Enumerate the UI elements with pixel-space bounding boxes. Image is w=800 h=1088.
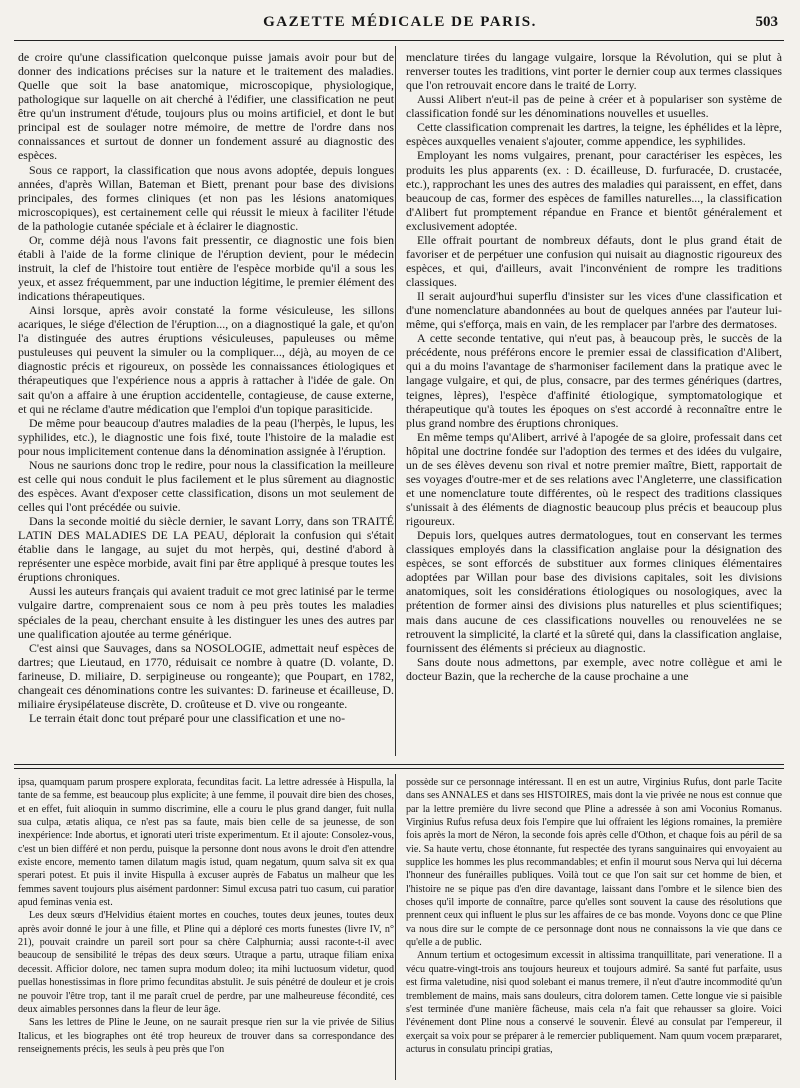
- upper-left-column: [18, 50, 394, 725]
- paragraph: Annum tertium et octogesimum excessit in altissima tranquillitate, pari veneratione. Il a vécu quatre-vingt-trois ans toujours heureux et toujours admiré. Sa santé fut parfaite, usus est firma valetudine, nisi quod solebant ei manus tremere, il n'eut d'autre incommodité qu'un tremblement de mains, mais sans douleurs, citra dolorem tamen. Cette longue vie si paisible s'est terminée d'une manière fâcheuse, mais cela n'a fait que rehausser sa gloire. Voici l'événement dont Pline nous a conservé le souvenir. Élevé au consulat par l'empereur, il exerçait sa voix pour se préparer à le remercier publiquement. Nam quum vocem præpararet, acturus in consulatu principi gratias,: [406, 950, 782, 1055]
- paragraph: Elle offrait pourtant de nombreux défauts, dont le plus grand était de favoriser et de perpétuer une confusion qui nuisait au diagnostic rigoureux des espèces, et qui, d'ailleurs, avait l'inconvénient de rompre les traditions classiques.: [406, 232, 782, 289]
- section-rule: [14, 764, 784, 765]
- paragraph: Aussi les auteurs français qui avaient traduit ce mot grec latinisé par le terme vulgaire dartre, comprenaient sous ce nom à peu près toutes les maladies spéciales de la peau, cherchant ensuite à les distinguer les unes des autres par une qualification ajoutée au terme générique.: [18, 584, 394, 641]
- paragraph: de croire qu'une classification quelconque puisse jamais avoir pour but de donner des indications précises sur la nature et le traitement des maladies. Quelle que soit la base anatomique, microscopique, physiologique, pathologique sur laquelle on ait cherché à l'édifier, une classification ne peut être qu'un instrument d'étude, toujours plus ou moins artificiel, et dont le but principal est de soulager notre mémoire, de mettre de l'ordre dans nos connaissances et surtout de donner un fondement assuré au diagnostic des espèces.: [18, 50, 394, 163]
- paragraph: Les deux sœurs d'Helvidius étaient mortes en couches, toutes deux jeunes, toutes deux après avoir donné le jour à une fille, et Pline qui a déploré ces morts funestes (livre IV, n° 21), pouvait craindre un pareil sort pour sa chère Calphurnia; aussi raconte-t-il avec beaucoup de sensibilité le trépas des deux sœurs. Utraque a partu, utraque filiam enixa decessit. Afficior dolore, nec tamen supra modum doleo; ita mihi luctuosum videtur, quod puellas honestissimas in flore primo fecunditas abstulit. Je suis pénétré de douleur et je crois ne pouvoir l'être trop, tant il me paraît cruel de perdre, par une malheureuse fécondité, ces deux aimables personnes dans la fleur de leur âge.: [18, 910, 394, 1015]
- paragraph: En même temps qu'Alibert, arrivé à l'apogée de sa gloire, professait dans cet hôpital une doctrine fondée sur l'adoption des termes et des idées du vulgaire, un de ses élèves devenu son rival et notre premier maître, Biett, rapportait de ses voyages d'outre-mer et de ses relations avec l'Angleterre, une classification et une nomenclature toute différentes, où le respect des traditions classiques s'unissait à des éléments de diagnostic beaucoup plus précis et beaucoup plus rigoureux.: [406, 429, 782, 529]
- paragraph: Ainsi lorsque, après avoir constaté la forme vésiculeuse, les sillons acariques, le siége d'élection de l'éruption..., on a diagnostiqué la gale, et qu'on l'a distinguée des autres éruptions vésiculeuses, papuleuses ou même pustuleuses qui peuvent la simuler ou la compliquer..., déjà, au moyen de ce diagnostic précis et rigoureux, on possède les connaissances étiologiques et thérapeutiques que l'expérience nous a appris à rattacher à l'idée de gale. On sait qu'on a affaire à une éruption accidentelle, contagieuse, de cause externe, et qui ne réclame d'autre médication que l'emploi d'un topique parasiticide.: [18, 303, 394, 416]
- paragraph: Aussi Alibert n'eut-il pas de peine à créer et à populariser son système de classification fondé sur les dénominations nouvelles et usuelles.: [406, 92, 782, 121]
- paragraph: Il serait aujourd'hui superflu d'insister sur les vices d'une classification et d'une nomenclature abandonnées au bout de quelques années par l'auteur lui-même, qui s'efforça, mais en vain, de les remplacer par l'arbre des dermatoses.: [406, 289, 782, 332]
- paragraph: Depuis lors, quelques autres dermatologues, tout en conservant les termes classiques employés dans la classification anglaise pour la désignation des espèces, se sont efforcés de substituer aux formes cliniques élémentaires adoptées par Willan pour base des divisions capitales, soit les divisions anatomiques, soit les considérations étiologiques ou nosologiques, avec la prétention de former ainsi des divisions plus naturelles et plus scientifiques; mais dans aucune de ces classifications nouvelles ou renouvelées ne se retrouvent la simplicité, la clarté et la sûreté qui, dans la classification anglaise, fournissent des éléments si précieux au diagnostic.: [406, 528, 782, 655]
- paragraph: Dans la seconde moitié du siècle dernier, le savant Lorry, dans son TRAITÉ LATIN DES MALADIES DE LA PEAU, déplorait la confusion qui s'était établie dans le langage, au sujet du mot herpès, qui, destiné d'abord à représenter une espèce morbide, avait fini par être appliqué à presque toutes les éruptions chroniques.: [18, 514, 394, 585]
- upper-right-column: [406, 50, 782, 683]
- paragraph: Nous ne saurions donc trop le redire, pour nous la classification la meilleure est celle qui nous conduit le plus facilement et le plus sûrement au diagnostic des espèces. Avant d'exposer cette classification, disons un mot seulement de celles qui l'ont précédée ou suivie.: [18, 457, 394, 514]
- paragraph: possède sur ce personnage intéressant. Il en est un autre, Virginius Rufus, dont parle Tacite dans ses ANNALES et dans ses HISTOIRES, mais dont la vie privée ne nous est connue que par la lettre première du livre second que Pline a adressée à son ami Voconius Romanus. Virginius Rufus refusa deux fois l'empire que lui offraient les légions romaines, la première fois après la mort de Néron, la seconde fois après celle d'Othon, et chaque fois au péril de sa vie. Sa haute vertu, chose étonnante, fut respectée des tyrans sanguinaires qui envoyaient au supplice les hommes les plus recommandables; et enfin il mourut sous Nerva qui lui décerna l'honneur des funérailles publiques. Voilà tout ce que l'on sait sur cet homme de bien, et l'histoire ne se pique pas d'en dire davantage, laissant dans l'ombre et le silence bien des choses qu'il importe de connaître, parce qu'elles sont souvent la cause des résolutions que prennent ceux qui influent le plus sur les affaires de ce bas monde. Voyons donc ce que Pline va nous dire sur le compte de ce personnage dont nous ne connaissons la vie que dans ce qu'elle a de public.: [406, 777, 782, 949]
- paragraph: Sous ce rapport, la classification que nous avons adoptée, depuis longues années, d'après Willan, Bateman et Biett, prenant pour base des divisions principales, des formes cliniques (et non pas les lésions anatomiques microscopiques), est certainement celle qui réussit le mieux à faciliter l'étude de la pathologie cutanée spéciale et à éclairer le diagnostic.: [18, 162, 394, 233]
- header-rule: [14, 40, 784, 41]
- journal-title: GAZETTE MÉDICALE DE PARIS.: [263, 14, 537, 30]
- paragraph: menclature tirées du langage vulgaire, lorsque la Révolution, qui se plut à renverser toutes les traditions, vint porter le dernier coup aux termes classiques que l'on retrouvait encore dans le traité de Lorry.: [406, 50, 782, 93]
- paragraph: A cette seconde tentative, qui n'eut pas, à beaucoup près, le succès de la précédente, nous préférons encore le premier essai de classification d'Alibert, qui a du moins l'avantage de s'harmoniser facilement dans la pratique avec le langage vulgaire, et qui, de plus, consacre, par des termes génériques (dartres, teignes, lèpres), l'espèce d'affinité étiologique, symptomatologique et thérapeutique qu'à toutes les époques on s'est accordé à reconnaître entre le plus grand nombre des éruptions chroniques.: [406, 331, 782, 430]
- section-rule-double: [14, 768, 784, 769]
- paragraph: Cette classification comprenait les dartres, la teigne, les éphélides et la lèpre, espèces auxquelles venaient s'ajouter, comme appendice, les syphilides.: [406, 120, 782, 149]
- lower-right-column: [406, 776, 782, 1056]
- page-header: [0, 14, 800, 40]
- paragraph: Or, comme déjà nous l'avons fait pressentir, ce diagnostic une fois bien établi à l'aide de la forme clinique de l'éruption devient, pour le médecin instruit, la clef de l'histoire tout entière de l'espèce morbide qu'il a sous les yeux, et assez fréquemment, par une induction légitime, le premier élément des indications thérapeutiques.: [18, 232, 394, 304]
- paragraph: ipsa, quamquam parum prospere explorata, fecunditas facit. La lettre adressée à Hispulla, la tante de sa femme, est beaucoup plus explicite; à une femme, il pouvait dire bien des choses, et en effet, fuit alioquin in summo discrimine, elle a couru le plus grand danger, fuit nulla sua culpa, ætatis aliqua, ce n'est pas sa faute, mais bien celle de sa jeunesse, de son inexpérience: Inde abortus, et ignorati uteri triste experimentum. Et il ajoute: Consolez-vous, c'est un bien différé et non perdu, puisque la personne dont nous avons le droit d'en attendre existe encore, memento tamen dilatum magis istud, quam negatum, quum salva sit ex qua sperari potest. Et puis il invite Hispulla à excuser auprès de Fabatus un malheur que les femmes savent toujours plus aisément pardonner: Simul excusa patri tuo casum, cui paratior apud feminas venia est.: [18, 777, 394, 909]
- lower-column-divider: [395, 774, 396, 1080]
- page-number: 503: [755, 14, 778, 30]
- paragraph: C'est ainsi que Sauvages, dans sa NOSOLOGIE, admettait neuf espèces de dartres; que Lieutaud, en 1770, réduisait ce nombre à quatre (D. volante, D. farineuse, D. miliaire, D. serpigineuse ou rongeante); que Poupart, en 1782, changeait ces dénominations contre les suivantes: D. farineuse et écailleuse, D. miliaire érysipélateuse discrète, D. croûteuse et D. vive ou rongeante.: [18, 640, 394, 711]
- paragraph: Sans doute nous admettons, par exemple, avec notre collègue et ami le docteur Bazin, que la recherche de la cause prochaine a une: [406, 654, 782, 683]
- paragraph: Sans les lettres de Pline le Jeune, on ne saurait presque rien sur la vie privée de Silius Italicus, et les biographes ont été trop heureux de trouver dans sa correspondance des renseignements précis, les seuls à peu près que l'on: [18, 1017, 394, 1055]
- upper-column-divider: [395, 46, 396, 756]
- paragraph: De même pour beaucoup d'autres maladies de la peau (l'herpès, le lupus, les syphilides, etc.), le diagnostic une fois fixé, toute l'histoire de la maladie est pour nous implicitement contenue dans la dénomination assignée à l'éruption.: [18, 415, 394, 458]
- paragraph: Le terrain était donc tout préparé pour une classification et une no-: [29, 710, 346, 725]
- paragraph: Employant les noms vulgaires, prenant, pour caractériser les espèces, les produits les plus apparents (ex. : D. écailleuse, D. furfuracée, D. crustacée, etc.), rapprochant les unes des autres des maladies qui paraissent, en effet, dans beaucoup de cas, former des espèces de familles naturelles..., la classification d'Alibert fut promptement répandue en France et bientôt généralement et exclusivement adoptée.: [406, 148, 782, 233]
- lower-left-column: [18, 776, 394, 1056]
